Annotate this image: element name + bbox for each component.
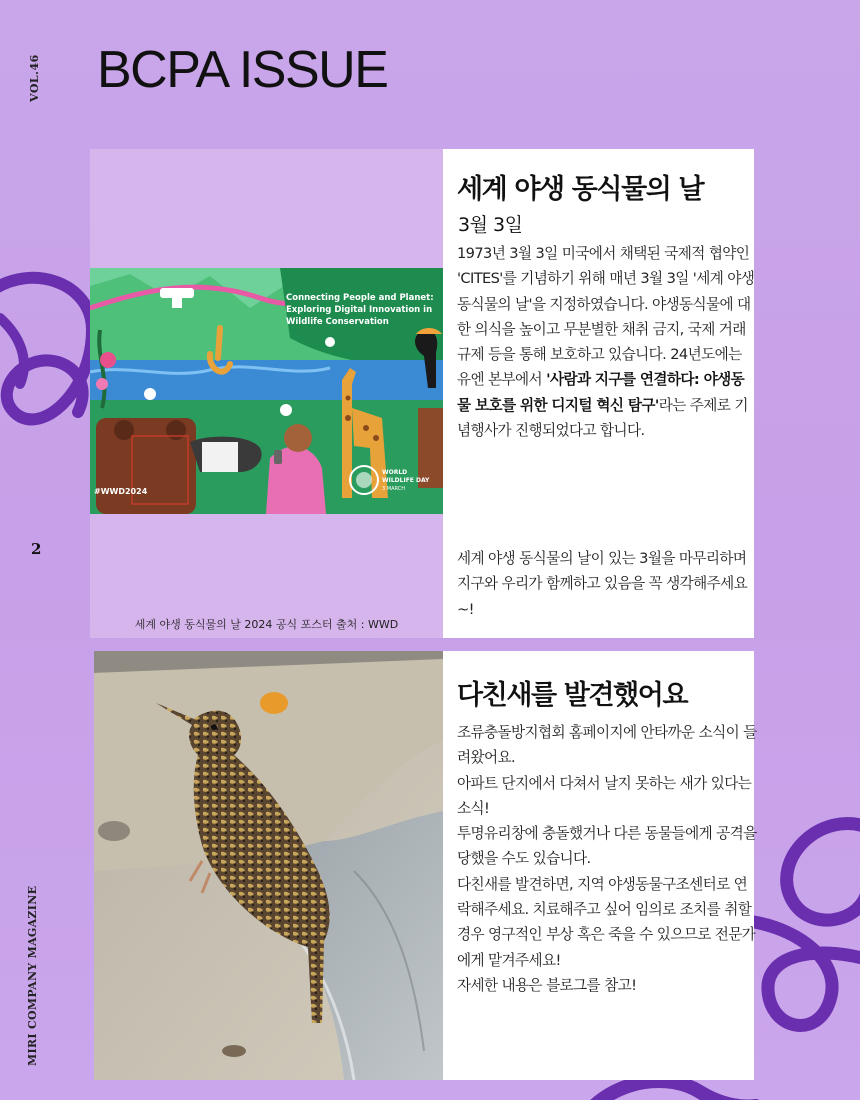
poster-caption: 세계 야생 동식물의 날 2024 공식 포스터 출처 : WWD — [134, 618, 399, 631]
paragraph-1-highlight: '사람과 지구를 연결하다: 야생동물 보호를 위한 디지털 혁신 탐구' — [457, 371, 745, 414]
poster-badge-1: WORLD — [382, 469, 408, 476]
injured-bird-title: 다친새를 발견했어요 — [457, 680, 688, 711]
paragraph-1-text-a: 1973년 3월 3일 미국에서 채택된 국제적 협약인 'CITES'를 기념하기 위해 매년 3월 3일 '세계 야생 동식물의 날'을 지정하였습니다. 야생동식물에 대한 의식을 높이고 무분별한 채취 금지, 국제 거래 규제 등을 통해 보호하고 있습니다. 24년도에는 유엔 본부에서 — [457, 245, 755, 389]
injured-bird-article-card — [443, 651, 757, 1080]
poster-hashtag: #WWD2024 — [94, 487, 148, 496]
wildlife-day-title: 세계 야생 동식물의 날 — [457, 174, 704, 205]
page-title: BCPA ISSUE — [97, 41, 388, 99]
page-number: 2 — [31, 540, 42, 558]
injured-bird-paragraph: 조류충돌방지협회 홈페이지에 안타까운 소식이 들려왔어요. 아파트 단지에서 다쳐서 날지 못하는 새가 있다는 소식! 투명유리창에 충돌했거나 다른 동물들에게 공격을 당했을 수도 있습니다. 다친새를 발견하면, 지역 야생동물구조센터로 연락해주세요. 치료해주고 싶어 임의로 조치를 취할경우 영구적인 부상 혹은 죽을 수 있으므로 전문가에게 맡겨주세요! 자세한 내용은 블로그를 참고! — [457, 724, 757, 994]
paragraph-1-text-b: 라는 주제로 기념행사가 진행되었다고 합니다. — [457, 396, 748, 440]
poster-headline-2: Exploring Digital Innovation in — [286, 305, 433, 315]
magazine-name: MIRI COMPANY MAGAZINE — [26, 885, 39, 1066]
poster-badge-2: WILDLIFE DAY — [382, 477, 430, 484]
wildlife-day-paragraph-2: 세계 야생 동식물의 날이 있는 3월을 마무리하며 지구와 우리가 함께하고 있음을 꼭 생각해주세요~! — [457, 550, 748, 618]
poster-headline-1: Connecting People and Planet: — [286, 293, 434, 303]
wildlife-day-poster-image — [90, 268, 443, 514]
injured-bird-photo — [94, 651, 443, 1080]
poster-headline-3: Wildlife Conservation — [286, 317, 389, 327]
wildlife-day-article-card — [443, 149, 754, 638]
wildlife-day-paragraph-1 — [457, 241, 757, 443]
wildlife-day-date: 3월 3일 — [458, 214, 523, 236]
volume-label: VOL.46 — [28, 54, 41, 102]
poster-badge-3: 3 MARCH — [382, 486, 405, 492]
